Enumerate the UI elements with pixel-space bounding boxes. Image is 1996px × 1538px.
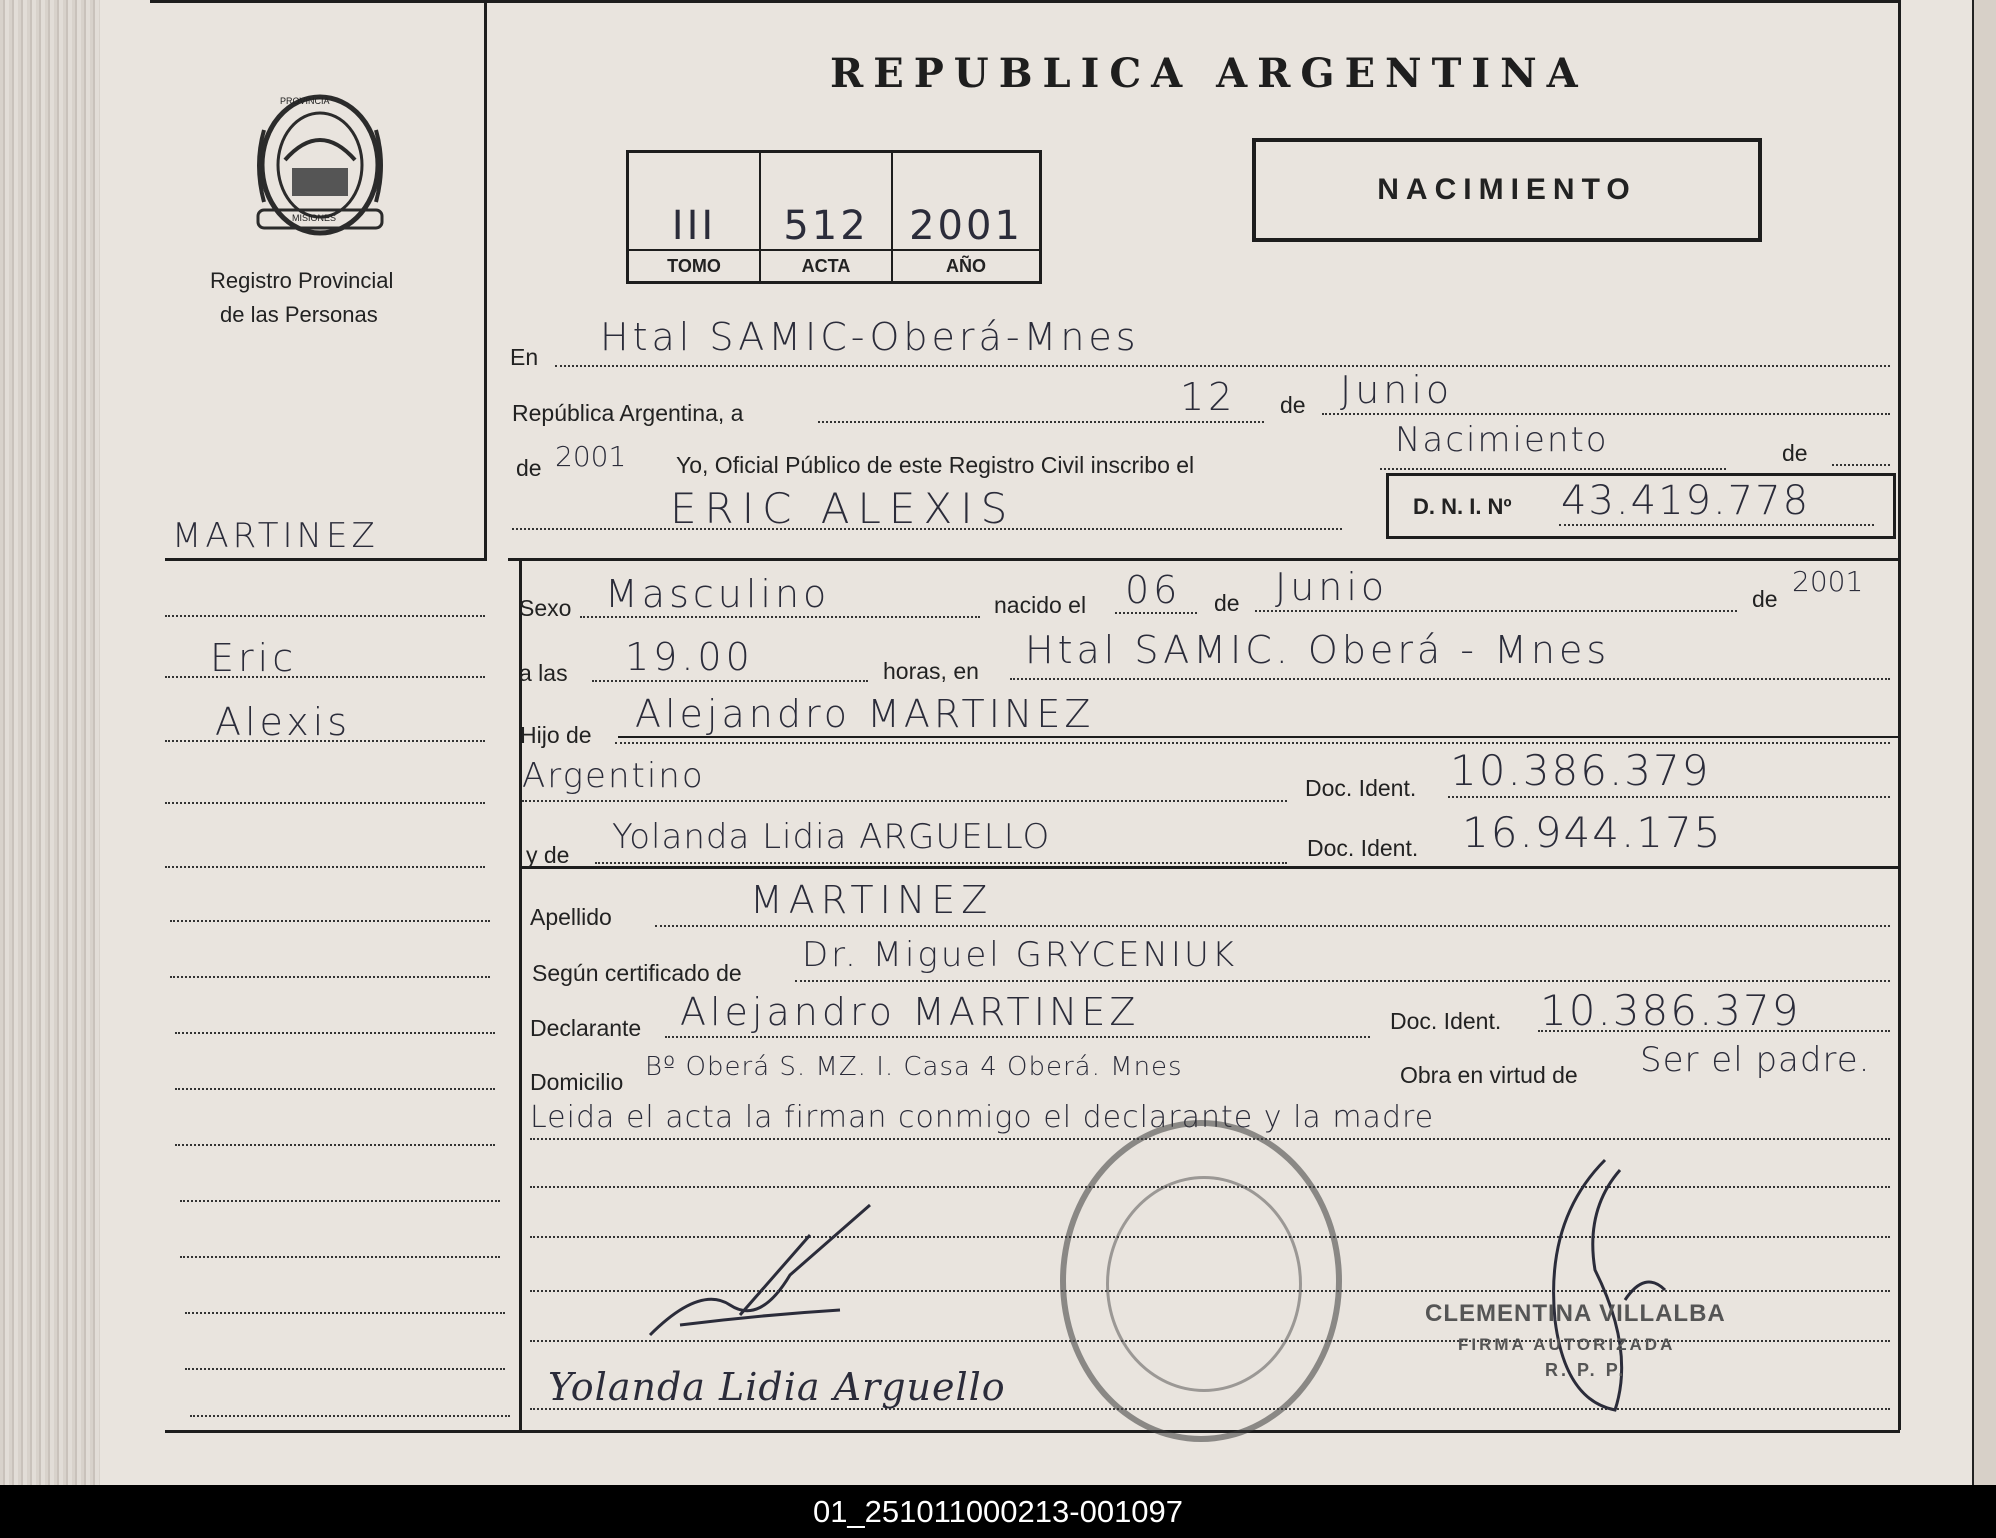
apellido-label: Apellido	[530, 904, 612, 930]
registry-name-line2: de las Personas	[220, 302, 378, 327]
official-seal	[1060, 1120, 1342, 1442]
birth-year-value: 2001	[1792, 565, 1864, 598]
dni-label: D. N. I. Nº	[1413, 494, 1512, 519]
de-label: de	[1280, 392, 1306, 418]
dotted-line	[1322, 413, 1890, 415]
dni-value: 43.419.778	[1561, 478, 1811, 524]
left-column-divider-bottom	[519, 558, 522, 1433]
section-rule-1	[508, 558, 1900, 561]
hijo-label: Hijo de	[520, 722, 592, 748]
margin-dotted-line	[165, 676, 485, 678]
dotted-line	[555, 365, 1890, 367]
dotted-line	[1010, 678, 1890, 680]
acta-cell	[761, 153, 893, 281]
dotted-line	[818, 421, 1264, 423]
dotted-line	[795, 980, 1890, 982]
left-column-divider-top	[484, 0, 487, 558]
mother-signature: Yolanda Lidia Arguello	[548, 1365, 1006, 1409]
margin-dotted-line	[165, 615, 485, 617]
margin-dotted-line	[175, 1032, 495, 1034]
tomo-label: TOMO	[629, 249, 759, 281]
declarant-doc: 10.386.379	[1540, 986, 1801, 1035]
file-id-caption: 01_251011000213-001097	[812, 1494, 1184, 1529]
declarant-name: Alejandro MARTINEZ	[680, 990, 1140, 1034]
margin-dotted-line	[170, 920, 490, 922]
dotted-line	[580, 616, 980, 618]
doc-ident-label: Doc. Ident.	[1307, 835, 1419, 861]
margin-dotted-line	[180, 1200, 500, 1202]
page-right-edge	[1972, 0, 1996, 1485]
domicilio-label: Domicilio	[530, 1069, 624, 1095]
declarante-label: Declarante	[530, 1015, 642, 1041]
dotted-line	[655, 925, 1890, 927]
section-rule-3	[522, 866, 1900, 869]
doctor-name: Dr. Miguel GRYCENIUK	[802, 935, 1238, 975]
hour-value: 19.00	[625, 635, 754, 679]
document-title: REPUBLICA ARGENTINA	[830, 50, 1588, 97]
de-label: de	[1752, 586, 1778, 612]
margin-dotted-line	[185, 1312, 505, 1314]
margin-name1: Eric	[210, 636, 298, 680]
child-name: ERIC ALEXIS	[670, 484, 1016, 533]
dni-box	[1386, 473, 1896, 539]
margin-dotted-line	[190, 1415, 510, 1417]
margin-surname: MARTINEZ	[172, 516, 379, 556]
mother-doc: 16.944.175	[1462, 808, 1723, 857]
declarant-signature	[640, 1195, 940, 1365]
sexo-label: Sexo	[519, 595, 572, 621]
dotted-line	[592, 680, 868, 682]
dotted-line	[595, 862, 1287, 864]
emblem-top-text: PROVINCIA	[280, 96, 330, 106]
act-type-box: NACIMIENTO	[1252, 138, 1762, 242]
de-label: de	[516, 455, 542, 481]
event-value: Nacimiento	[1395, 420, 1609, 460]
dotted-line	[1448, 796, 1890, 798]
father-doc: 10.386.379	[1450, 746, 1711, 795]
en-label: En	[510, 344, 539, 370]
birth-place-value: Htal SAMIC. Oberá - Mnes	[1025, 628, 1611, 672]
birth-day-value: 06	[1125, 568, 1182, 612]
registry-name-line1: Registro Provincial	[210, 268, 394, 293]
mother-name: Yolanda Lidia ARGUELLO	[612, 817, 1051, 857]
margin-dotted-line	[175, 1088, 495, 1090]
margin-dotted-line	[165, 866, 485, 868]
closing-statement: Leida el acta la firman conmigo el declarante y la madre	[530, 1100, 1435, 1135]
inscribo-text: Yo, Oficial Público de este Registro Civil inscribo el	[676, 452, 1195, 478]
alas-label: a las	[519, 660, 568, 686]
father-nationality: Argentino	[522, 756, 705, 796]
dotted-line	[665, 1036, 1370, 1038]
right-border	[1898, 0, 1901, 1430]
emblem-bottom-text: MISIONES	[292, 213, 337, 223]
official-org-stamp: R. P. P.	[1545, 1360, 1627, 1380]
anio-label: AÑO	[893, 249, 1039, 281]
address-value: Bº Oberá S. MZ. I. Casa 4 Oberá. Mnes	[645, 1052, 1183, 1082]
segun-label: Según certificado de	[532, 960, 742, 986]
top-rule	[150, 0, 1900, 3]
section-rule-2	[618, 736, 1900, 738]
dotted-line	[522, 800, 1287, 802]
republica-label: República Argentina, a	[512, 400, 744, 426]
tomo-cell	[629, 153, 761, 281]
de-label: de	[1782, 440, 1808, 466]
margin-dotted-line	[175, 1144, 495, 1146]
birth-month-value: Junio	[1275, 565, 1389, 609]
dotted-line	[1380, 468, 1726, 470]
margin-surname-rule	[165, 558, 487, 561]
reason-value: Ser el padre.	[1640, 1040, 1871, 1080]
father-name: Alejandro MARTINEZ	[635, 692, 1095, 736]
anio-cell	[893, 153, 1039, 281]
month-value: Junio	[1340, 368, 1454, 412]
obra-label: Obra en virtud de	[1400, 1062, 1578, 1088]
page-stack-edge	[0, 0, 100, 1485]
doc-ident-label: Doc. Ident.	[1305, 775, 1417, 801]
acta-value: 512	[783, 203, 869, 249]
margin-dotted-line	[185, 1368, 505, 1370]
doc-ident-label: Doc. Ident.	[1390, 1008, 1502, 1034]
margin-dotted-line	[180, 1256, 500, 1258]
day-value: 12	[1180, 375, 1237, 419]
acta-label: ACTA	[761, 249, 891, 281]
dotted-line	[1559, 524, 1874, 526]
dotted-line	[615, 742, 1890, 744]
nacido-label: nacido el	[994, 592, 1087, 618]
anio-value: 2001	[909, 203, 1023, 249]
dotted-line	[1255, 610, 1737, 612]
horas-label: horas, en	[883, 658, 979, 684]
bottom-rule	[165, 1430, 1900, 1433]
de-label: de	[1214, 590, 1240, 616]
margin-dotted-line	[170, 976, 490, 978]
official-seal-inner	[1106, 1176, 1302, 1392]
official-role-stamp: FIRMA AUTORIZADA	[1458, 1335, 1676, 1354]
surname-value: MARTINEZ	[750, 878, 994, 922]
year-value: 2001	[555, 440, 627, 473]
yde-label: y de	[526, 842, 570, 868]
margin-dotted-line	[165, 740, 485, 742]
margin-name2: Alexis	[215, 700, 352, 744]
sex-value: Masculino	[605, 572, 831, 616]
dotted-line	[1115, 612, 1197, 614]
dotted-line	[1832, 464, 1890, 466]
tomo-value: III	[671, 203, 717, 249]
margin-dotted-line	[165, 802, 485, 804]
place-value: Htal SAMIC-Oberá-Mnes	[600, 315, 1140, 359]
official-name-stamp: CLEMENTINA VILLALBA	[1425, 1300, 1726, 1327]
record-number-box	[626, 150, 1042, 284]
